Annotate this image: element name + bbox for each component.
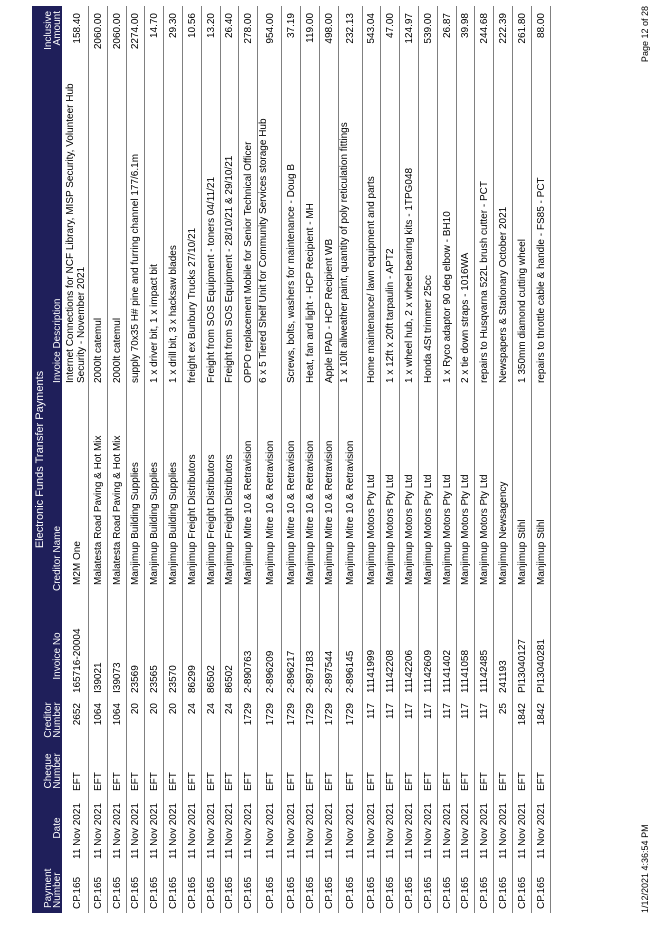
cheque-number-cell: EFT: [535, 772, 547, 791]
row-divider: [437, 6, 438, 913]
invoice-description-cell: repairs to throttle cable & handle - FS85 - PCT: [535, 177, 547, 383]
table-row: [182, 6, 201, 913]
row-divider: [238, 6, 239, 913]
row-divider: [362, 6, 363, 913]
creditor-name-cell: Malatesta Road Paving & Hot Mix: [92, 435, 104, 585]
creditor-name-cell: Manjimup Stihl: [535, 519, 547, 585]
creditor-name-cell: Manjimup Mitre 10 & Retravision: [304, 440, 316, 585]
invoice-description-cell: 1 x wheel hub, 2 x wheel bearing kits - 1TPG048: [404, 167, 416, 383]
date-cell: 11 Nov 2021: [304, 803, 316, 859]
cheque-number-cell: EFT: [264, 772, 276, 791]
creditor-name-cell: Manjimup Mitre 10 & Retravision: [286, 440, 298, 585]
invoice-no-cell: 241193: [498, 660, 510, 693]
invoice-description-cell: 1 x 12ft x 20ft tarpaulin - APT2: [385, 248, 397, 383]
row-divider: [531, 6, 532, 913]
row-divider: [220, 6, 221, 913]
inclusive-amount-cell: 232.13: [345, 13, 357, 44]
cheque-number-cell: EFT: [111, 772, 123, 791]
table-row: [281, 6, 300, 913]
creditor-name-cell: Manjimup Mitre 10 & Retravision: [345, 440, 357, 585]
creditor-name-cell: Manjimup Mitre 10 & Retravision: [264, 440, 276, 585]
inclusive-amount-cell: 47.00: [385, 13, 397, 39]
col-header-creditor-number: Creditor Number: [43, 702, 63, 738]
invoice-no-cell: 11142208: [385, 649, 397, 693]
inclusive-amount-cell: 29.30: [168, 13, 180, 39]
invoice-no-cell: 2-890763: [243, 650, 255, 693]
inclusive-amount-cell: 39.98: [460, 13, 472, 39]
invoice-no-cell: 11141402: [441, 649, 453, 693]
invoice-no-cell: 11142609: [422, 649, 434, 693]
invoice-description-cell: Apple IPAD - HCP Recipient WB: [323, 238, 335, 383]
row-divider: [126, 6, 127, 913]
invoice-description-cell: Internet Connections for NCF Library, MISP Security, Volunteer Hub Security - November 2021: [65, 83, 87, 383]
row-divider: [380, 6, 381, 913]
col-header-date: Date: [52, 817, 63, 839]
date-cell: 11 Nov 2021: [243, 803, 255, 859]
creditor-name-cell: Manjimup Motors Pty Ltd: [479, 474, 491, 585]
invoice-no-cell: 23570: [168, 665, 180, 693]
invoice-no-cell: 11141058: [460, 649, 472, 693]
payment-number-cell: CP.165: [404, 876, 416, 909]
cheque-number-cell: EFT: [323, 772, 335, 791]
creditor-number-cell: 117: [385, 703, 397, 719]
payment-number-cell: CP.165: [130, 876, 142, 909]
creditor-name-cell: Manjimup Mitre 10 & Retravision: [323, 440, 335, 585]
invoice-no-cell: 2-896145: [345, 650, 357, 693]
row-divider: [107, 6, 108, 913]
payment-number-cell: CP.165: [516, 876, 528, 909]
table-row: [144, 6, 163, 913]
payment-number-cell: CP.165: [243, 876, 255, 909]
table-row: [64, 6, 88, 913]
creditor-name-cell: Manjimup Stihl: [516, 519, 528, 585]
date-cell: 11 Nov 2021: [186, 803, 198, 859]
payment-number-cell: CP.165: [385, 876, 397, 909]
table-row: [257, 6, 281, 913]
invoice-no-cell: I39073: [111, 662, 123, 693]
inclusive-amount-cell: 539.00: [422, 13, 434, 44]
row-divider: [201, 6, 202, 913]
row-divider: [418, 6, 419, 913]
inclusive-amount-cell: 26.40: [224, 13, 236, 39]
payment-number-cell: CP.165: [92, 876, 104, 909]
creditor-name-cell: Manjimup Building Supplies: [149, 462, 161, 585]
col-header-creditor-name: Creditor Name: [52, 525, 63, 591]
col-header-cheque-number: Cheque Number: [43, 753, 63, 789]
invoice-no-cell: 11142485: [479, 649, 491, 693]
inclusive-amount-cell: 954.00: [264, 13, 276, 44]
creditor-name-cell: Manjimup Freight Distributors: [186, 454, 198, 585]
inclusive-amount-cell: 2060.00: [111, 13, 123, 50]
page-number: Page 12 of 28: [640, 6, 650, 63]
invoice-description-cell: 1 350mm diamond cutting wheel: [516, 239, 528, 383]
cheque-number-cell: EFT: [205, 772, 217, 791]
inclusive-amount-cell: 222.39: [498, 13, 510, 44]
table-row: [319, 6, 338, 913]
inclusive-amount-cell: 14.70: [149, 13, 161, 39]
row-divider: [163, 6, 164, 913]
creditor-name-cell: M2M One: [71, 541, 83, 585]
invoice-description-cell: Freight from SOS Equipment - toners 04/11/21: [205, 176, 217, 383]
table-row: [300, 6, 319, 913]
table-row: [220, 6, 239, 913]
table-row: [418, 6, 437, 913]
cheque-number-cell: EFT: [304, 772, 316, 791]
creditor-number-cell: 20: [149, 703, 161, 715]
inclusive-amount-cell: 26.87: [441, 13, 453, 39]
cheque-number-cell: EFT: [345, 772, 357, 791]
creditor-name-cell: Manjimup Mitre 10 & Retravision: [243, 440, 255, 585]
row-divider: [144, 6, 145, 913]
col-header-invoice-no: Invoice No: [52, 632, 63, 680]
inclusive-amount-cell: 124.97: [404, 13, 416, 44]
creditor-number-cell: 117: [422, 703, 434, 719]
table-row: [107, 6, 126, 913]
date-cell: 11 Nov 2021: [224, 803, 236, 859]
cheque-number-cell: EFT: [92, 772, 104, 791]
creditor-number-cell: 24: [205, 703, 217, 715]
invoice-no-cell: 2-896209: [264, 650, 276, 693]
date-cell: 11 Nov 2021: [535, 803, 547, 859]
invoice-description-cell: 2 x tie down straps - 1016WA: [460, 252, 472, 383]
invoice-no-cell: I39021: [92, 662, 104, 693]
invoice-description-cell: 1 x drill bit, 3 x hacksaw blades: [168, 245, 180, 383]
invoice-no-cell: 86502: [205, 665, 217, 693]
inclusive-amount-cell: 158.40: [71, 13, 83, 44]
row-divider: [338, 6, 339, 913]
invoice-description-cell: 1 x driver bit, 1 x impact bit: [149, 264, 161, 383]
payment-number-cell: CP.165: [224, 876, 236, 909]
row-divider: [319, 6, 320, 913]
creditor-number-cell: 20: [168, 703, 180, 715]
table-row: [163, 6, 182, 913]
inclusive-amount-cell: 88.00: [535, 13, 547, 39]
table-row: [474, 6, 493, 913]
date-cell: 11 Nov 2021: [404, 803, 416, 859]
payment-number-cell: CP.165: [168, 876, 180, 909]
invoice-description-cell: supply 70x35 H# pine and furring channel 177/6.1m: [130, 153, 142, 383]
table-row: [531, 6, 550, 913]
table-row: [238, 6, 257, 913]
row-divider: [257, 6, 258, 913]
date-cell: 11 Nov 2021: [345, 803, 357, 859]
cheque-number-cell: EFT: [516, 772, 528, 791]
inclusive-amount-cell: 2060.00: [92, 13, 104, 50]
creditor-number-cell: 117: [441, 703, 453, 719]
inclusive-amount-cell: 37.19: [286, 13, 298, 39]
creditor-number-cell: 24: [224, 703, 236, 715]
payment-number-cell: CP.165: [323, 876, 335, 909]
creditor-number-cell: 1842: [516, 703, 528, 726]
creditor-number-cell: 25: [498, 703, 510, 715]
invoice-no-cell: 23565: [149, 665, 161, 693]
creditor-number-cell: 1729: [323, 703, 335, 726]
payment-number-cell: CP.165: [264, 876, 276, 909]
table-row: [512, 6, 531, 913]
date-cell: 11 Nov 2021: [286, 803, 298, 859]
row-divider: [300, 6, 301, 913]
payment-number-cell: CP.165: [460, 876, 472, 909]
inclusive-amount-cell: 261.80: [516, 13, 528, 44]
row-divider: [456, 6, 457, 913]
invoice-description-cell: OPPO replacement Mobile for Senior Technical Officer: [243, 141, 255, 383]
invoice-description-cell: Newspapers & Stationary October 2021: [498, 206, 510, 383]
creditor-number-cell: 2652: [71, 703, 83, 726]
col-header-inclusive-amount: Inclusive Amount: [43, 11, 63, 50]
creditor-number-cell: 117: [404, 703, 416, 719]
date-cell: 11 Nov 2021: [479, 803, 491, 859]
inclusive-amount-cell: 278.00: [243, 13, 255, 44]
creditor-number-cell: 1729: [345, 703, 357, 726]
creditor-number-cell: 1842: [535, 703, 547, 726]
table-row: [88, 6, 107, 913]
inclusive-amount-cell: 13.20: [205, 13, 217, 39]
row-divider: [474, 6, 475, 913]
creditor-number-cell: 1729: [243, 703, 255, 726]
invoice-description-cell: Home maintenance/ lawn equipment and parts: [366, 176, 378, 383]
date-cell: 11 Nov 2021: [422, 803, 434, 859]
invoice-description-cell: 2000lt catemul: [92, 317, 104, 383]
table-row: [338, 6, 362, 913]
table-row: [201, 6, 220, 913]
date-cell: 11 Nov 2021: [441, 803, 453, 859]
cheque-number-cell: EFT: [186, 772, 198, 791]
payment-number-cell: CP.165: [345, 876, 357, 909]
col-header-invoice-description: Invoice Description: [52, 298, 63, 383]
creditor-name-cell: Malatesta Road Paving & Hot Mix: [111, 435, 123, 585]
invoice-no-cell: 165716-20004: [71, 628, 83, 693]
invoice-no-cell: 86299: [186, 665, 198, 693]
date-cell: 11 Nov 2021: [71, 803, 83, 859]
invoice-no-cell: 11142206: [404, 649, 416, 693]
print-timestamp: 1/12/2021 4:36:54 PM: [640, 824, 650, 913]
invoice-description-cell: Screws, bolts, washers for maintenance - Doug B: [286, 164, 298, 383]
cheque-number-cell: EFT: [71, 772, 83, 791]
invoice-no-cell: PI13040127: [516, 639, 528, 693]
invoice-no-cell: 2-897544: [323, 650, 335, 693]
table-row: [126, 6, 145, 913]
payment-number-cell: CP.165: [71, 876, 83, 909]
creditor-name-cell: Manjimup Motors Pty Ltd: [404, 474, 416, 585]
payment-number-cell: CP.165: [498, 876, 510, 909]
cheque-number-cell: EFT: [243, 772, 255, 791]
invoice-description-cell: 6 x 5 Tiered Shelf Unit for Community Services storage Hub: [258, 118, 270, 383]
invoice-description-cell: Heat, fan and light - HCP Recipient - MH: [304, 203, 316, 383]
cheque-number-cell: EFT: [385, 772, 397, 791]
cheque-number-cell: EFT: [366, 772, 378, 791]
date-cell: 11 Nov 2021: [130, 803, 142, 859]
table-row: [437, 6, 456, 913]
creditor-name-cell: Manjimup Building Supplies: [130, 462, 142, 585]
table-row: [493, 6, 512, 913]
creditor-name-cell: Manjimup Newsagency: [498, 481, 510, 585]
invoice-no-cell: 2-896217: [286, 650, 298, 693]
creditor-number-cell: 20: [130, 703, 142, 715]
creditor-name-cell: Manjimup Motors Pty Ltd: [441, 474, 453, 585]
cheque-number-cell: EFT: [130, 772, 142, 791]
creditor-number-cell: 24: [186, 703, 198, 715]
row-divider: [550, 6, 551, 913]
creditor-number-cell: 1064: [92, 703, 104, 726]
row-divider: [88, 6, 89, 913]
creditor-name-cell: Manjimup Motors Pty Ltd: [366, 474, 378, 585]
invoice-no-cell: 86502: [224, 665, 236, 693]
payment-number-cell: CP.165: [366, 876, 378, 909]
payment-number-cell: CP.165: [422, 876, 434, 909]
payment-number-cell: CP.165: [149, 876, 161, 909]
creditor-name-cell: Manjimup Motors Pty Ltd: [422, 474, 434, 585]
invoice-description-cell: 1 x Ryco adaptor 90 deg elbow - BH10: [441, 211, 453, 383]
inclusive-amount-cell: 10.56: [186, 13, 198, 39]
creditor-number-cell: 117: [460, 703, 472, 719]
cheque-number-cell: EFT: [168, 772, 180, 791]
creditor-number-cell: 1729: [304, 703, 316, 726]
cheque-number-cell: EFT: [460, 772, 472, 791]
creditor-name-cell: Manjimup Motors Pty Ltd: [385, 474, 397, 585]
table-row: [362, 6, 381, 913]
invoice-no-cell: PI13040281: [535, 639, 547, 693]
col-header-payment-number: Payment Number: [43, 868, 63, 908]
cheque-number-cell: EFT: [498, 772, 510, 791]
row-divider: [399, 6, 400, 913]
inclusive-amount-cell: 543.04: [366, 13, 378, 44]
payment-number-cell: CP.165: [535, 876, 547, 909]
inclusive-amount-cell: 498.00: [323, 13, 335, 44]
payment-number-cell: CP.165: [304, 876, 316, 909]
invoice-description-cell: Honda 4St trimmer 25cc: [422, 275, 434, 383]
date-cell: 11 Nov 2021: [323, 803, 335, 859]
date-cell: 11 Nov 2021: [111, 803, 123, 859]
report-title: Electronic Funds Transfer Payments: [34, 370, 46, 549]
date-cell: 11 Nov 2021: [205, 803, 217, 859]
creditor-number-cell: 1064: [111, 703, 123, 726]
cheque-number-cell: EFT: [479, 772, 491, 791]
invoice-description-cell: 2000lt catemul: [111, 317, 123, 383]
creditor-number-cell: 1729: [286, 703, 298, 726]
creditor-name-cell: Manjimup Motors Pty Ltd: [460, 474, 472, 585]
inclusive-amount-cell: 244.68: [479, 13, 491, 44]
inclusive-amount-cell: 119.00: [304, 13, 316, 43]
table-row: [399, 6, 418, 913]
payment-number-cell: CP.165: [441, 876, 453, 909]
date-cell: 11 Nov 2021: [168, 803, 180, 859]
cheque-number-cell: EFT: [149, 772, 161, 791]
row-divider: [512, 6, 513, 913]
creditor-name-cell: Manjimup Building Supplies: [168, 462, 180, 585]
date-cell: 11 Nov 2021: [264, 803, 276, 859]
row-divider: [182, 6, 183, 913]
table-row: [456, 6, 475, 913]
payment-number-cell: CP.165: [186, 876, 198, 909]
cheque-number-cell: EFT: [404, 772, 416, 791]
date-cell: 11 Nov 2021: [149, 803, 161, 859]
cheque-number-cell: EFT: [422, 772, 434, 791]
payment-number-cell: CP.165: [111, 876, 123, 909]
creditor-name-cell: Manjimup Freight Distributors: [224, 454, 236, 585]
creditor-number-cell: 117: [366, 703, 378, 719]
invoice-no-cell: 11141999: [366, 649, 378, 693]
invoice-description-cell: freight ex Bunbury Trucks 27/10/21: [186, 227, 198, 383]
date-cell: 11 Nov 2021: [460, 803, 472, 859]
invoice-no-cell: 2-897183: [304, 650, 316, 693]
date-cell: 11 Nov 2021: [92, 803, 104, 859]
date-cell: 11 Nov 2021: [366, 803, 378, 859]
payment-number-cell: CP.165: [286, 876, 298, 909]
cheque-number-cell: EFT: [286, 772, 298, 791]
invoice-no-cell: 23569: [130, 665, 142, 693]
row-divider: [281, 6, 282, 913]
table-row: [380, 6, 399, 913]
creditor-number-cell: 1729: [264, 703, 276, 726]
cheque-number-cell: EFT: [224, 772, 236, 791]
inclusive-amount-cell: 2274.00: [130, 13, 142, 50]
date-cell: 11 Nov 2021: [498, 803, 510, 859]
creditor-name-cell: Manjimup Freight Distributors: [205, 454, 217, 585]
invoice-description-cell: repairs to Husqvarna 522L brush cutter - PCT: [479, 181, 491, 383]
payment-number-cell: CP.165: [479, 876, 491, 909]
date-cell: 11 Nov 2021: [385, 803, 397, 859]
date-cell: 11 Nov 2021: [516, 803, 528, 859]
row-divider: [493, 6, 494, 913]
creditor-number-cell: 117: [479, 703, 491, 719]
invoice-description-cell: 1 x 10lt allweather paint, quantity of poly reticulation fittings: [338, 122, 350, 383]
invoice-description-cell: Freight from SOS Equipment - 28/10/21 & 29/10/21: [224, 155, 236, 383]
payment-number-cell: CP.165: [205, 876, 217, 909]
cheque-number-cell: EFT: [441, 772, 453, 791]
